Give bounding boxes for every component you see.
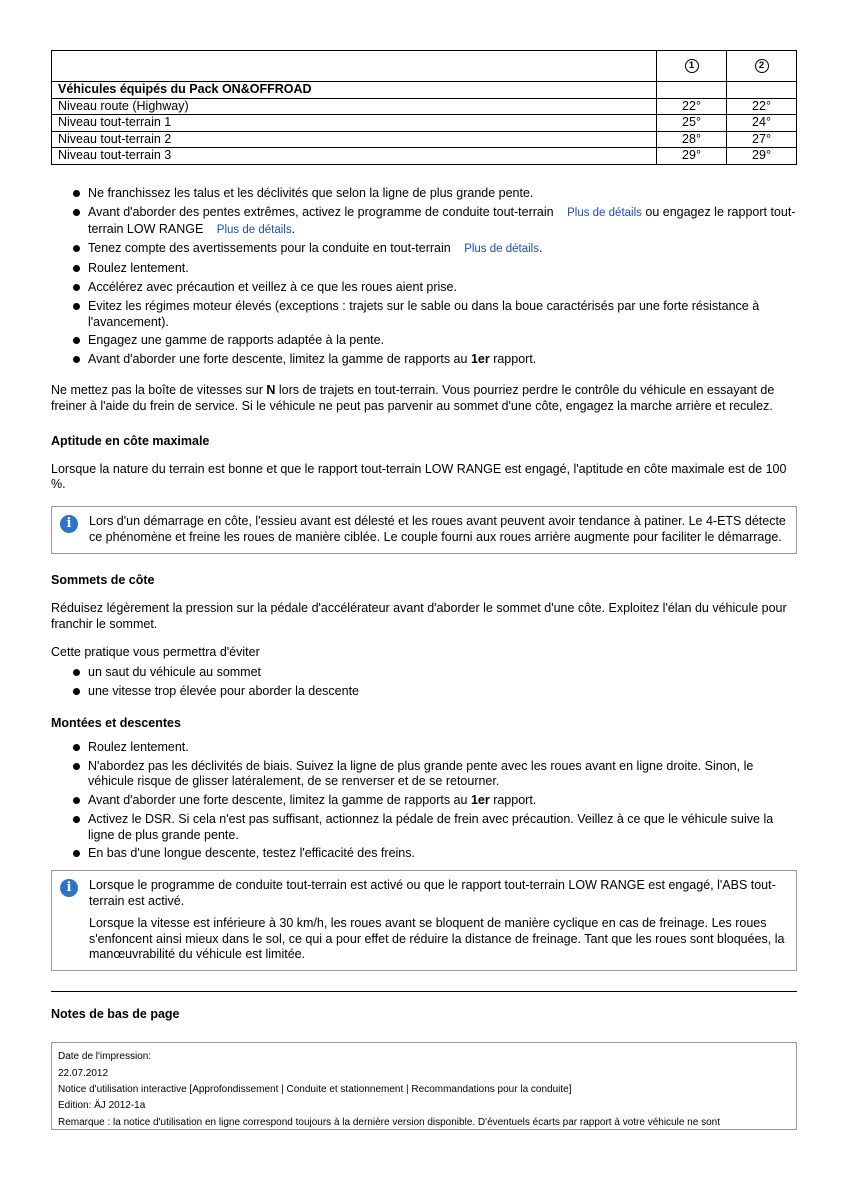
info-icon: i (60, 515, 78, 533)
list-item: N'abordez pas les déclivités de biais. Suivez la ligne de plus grande pente avec les roues avant en ligne droite. Sinon, le véhicule risque de glisser latéralement, de se renverser et de se retourner. (51, 759, 797, 791)
table-section-row (52, 82, 797, 99)
circled-number-1-icon: 1 (685, 59, 699, 73)
table-section-title: Véhicules équipés du Pack ON&OFFROAD (52, 82, 657, 99)
list-item: Roulez lentement. (51, 261, 797, 277)
list-item: Evitez les régimes moteur élevés (exceptions : trajets sur le sable ou dans la boue caractérisés par une forte résistance à l'avancement). (51, 299, 797, 331)
details-link[interactable]: Plus de détails (216, 223, 292, 236)
col-marker-1 (657, 51, 727, 82)
aptitude-paragraph: Lorsque la nature du terrain est bonne et que le rapport tout-terrain LOW RANGE est engagé, l'aptitude en côte maximale est de 100 %. (51, 461, 787, 492)
list-item: Avant d'aborder une forte descente, limitez la gamme de rapports au 1er rapport. (51, 793, 797, 809)
sommets-list (51, 665, 797, 700)
section-heading-montees: Montées et descentes (51, 715, 181, 730)
table-header-empty (52, 51, 657, 82)
print-info-box: Date de l'impression: 22.07.2012 Notice d'utilisation interactive [Approfondissement | Conduite et stationnement | Recommandations pour la conduite] Edition: ÄJ 2012-1a Remarque : la notice d'utilisation en ligne correspond toujours à la dernière version disponible. D'éventuels écarts par rapport à votre véhicule ne sont (51, 1042, 797, 1130)
list-item: Ne franchissez les talus et les déclivités que selon la ligne de plus grande pente. (51, 186, 797, 202)
section-heading-sommets: Sommets de côte (51, 572, 155, 587)
circled-number-2-icon: 2 (755, 59, 769, 73)
table-row: Niveau tout-terrain 3 29° 29° (52, 148, 797, 165)
list-item: Avant d'aborder une forte descente, limitez la gamme de rapports au 1er rapport. (51, 352, 797, 368)
table-row: Niveau tout-terrain 2 28° 27° (52, 131, 797, 148)
page-content (51, 50, 797, 1130)
section-heading-aptitude: Aptitude en côte maximale (51, 433, 210, 448)
list-item: Accélérez avec précaution et veillez à ce que les roues aient prise. (51, 280, 797, 296)
info-icon: i (60, 879, 78, 897)
list-item: Roulez lentement. (51, 740, 797, 756)
info-note: i Lors d'un démarrage en côte, l'essieu avant est délesté et les roues avant peuvent avoir tendance à patiner. Le 4-ETS détecte ce phénomène et freine les roues de manière ciblée. Le couple fourni aux roues arrière augmente pour faciliter le démarrage. (51, 506, 797, 554)
table-row: Niveau tout-terrain 1 25° 24° (52, 115, 797, 132)
info-note: i Lorsque le programme de conduite tout-terrain est activé ou que le rapport tout-terrain LOW RANGE est engagé, l'ABS tout-terrain est activé. Lorsque la vitesse est inférieure à 30 km/h, les roues avant se bloquent de manière cyclique en cas de freinage. Les roues s'enfoncent ainsi mieux dans le sol, ce qui a pour effet de réduire la distance de freinage. Tant que les roues sont bloquées, la manœuvrabilité du véhicule est limitée. (51, 870, 797, 971)
footnotes-heading: Notes de bas de page (51, 1007, 180, 1022)
table-row: Niveau route (Highway) 22° 22° (52, 98, 797, 115)
list-item: Avant d'aborder des pentes extrêmes, activez le programme de conduite tout-terrain Plus de détails ou engagez le rapport tout-terrain LOW RANGE Plus de détails. (51, 205, 797, 239)
list-item: Activez le DSR. Si cela n'est pas suffisant, actionnez la pédale de frein avec précaution. Veillez à ce que le véhicule suive la ligne de plus grande pente. (51, 812, 797, 844)
list-item: un saut du véhicule au sommet (51, 665, 797, 681)
list-item: Engagez une gamme de rapports adaptée à la pente. (51, 333, 797, 349)
details-link[interactable]: Plus de détails (567, 206, 642, 219)
neutral-warning-paragraph: Ne mettez pas la boîte de vitesses sur N lors de trajets en tout-terrain. Vous pourriez perdre le contrôle du véhicule en essayant de freiner à l'aide du frein de service. Si le véhicule ne peut pas parvenir au sommet d'une côte, engagez la marche arrière et reculez. (51, 382, 775, 413)
footnote-divider (51, 991, 797, 992)
list-item: Tenez compte des avertissements pour la conduite en tout-terrain Plus de détails. (51, 241, 797, 258)
driving-tips-list (51, 186, 797, 368)
sommets-intro: Cette pratique vous permettra d'éviter (51, 645, 260, 660)
montees-list (51, 740, 797, 863)
angle-table (51, 50, 797, 165)
list-item: En bas d'une longue descente, testez l'efficacité des freins. (51, 846, 797, 862)
sommets-paragraph: Réduisez légèrement la pression sur la pédale d'accélérateur avant d'aborder le sommet d'une côte. Exploitez l'élan du véhicule pour franchir le sommet. (51, 600, 787, 631)
details-link[interactable]: Plus de détails (464, 243, 539, 256)
table-header-row (52, 51, 797, 82)
list-item: une vitesse trop élevée pour aborder la descente (51, 684, 797, 700)
col-marker-2 (727, 51, 797, 82)
